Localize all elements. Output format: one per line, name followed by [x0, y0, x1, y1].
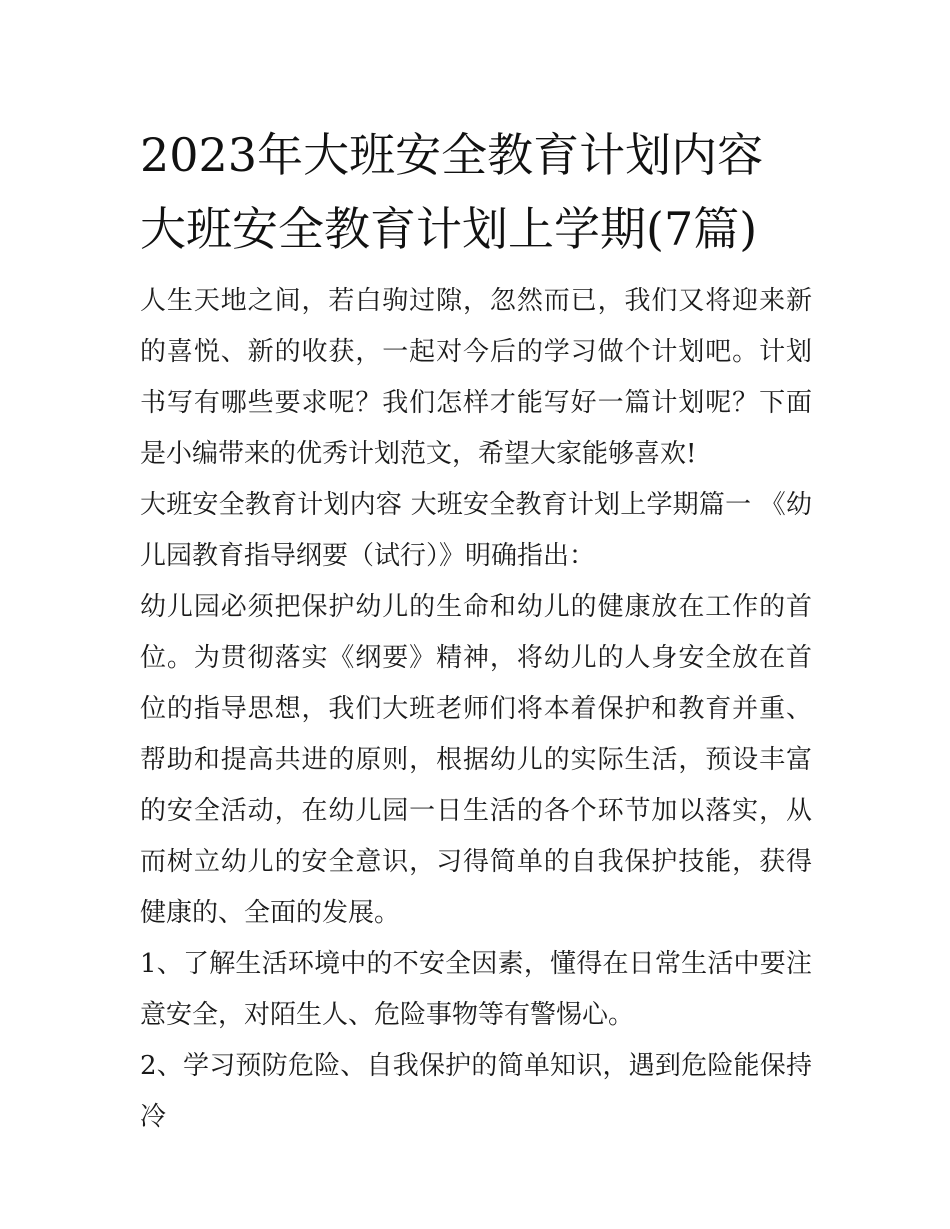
intro-paragraph: 人生天地之间，若白驹过隙，忽然而已，我们又将迎来新的喜悦、新的收获，一起对今后的学习做个计划吧。计划书写有哪些要求呢？我们怎样才能写好一篇计划呢？下面是小编带来的优秀计划范文，希望大家能够喜欢!: [140, 286, 812, 469]
list-item-2: 2、学习预防危险、自我保护的简单知识，遇到危险能保持冷: [140, 1051, 812, 1132]
body-paragraph: 幼儿园必须把保护幼儿的生命和幼儿的健康放在工作的首位。为贯彻落实《纲要》精神，将幼儿的人身安全放在首位的指导思想，我们大班老师们将本着保护和教育并重、帮助和提高共进的原则，根据幼儿的实际生活，预设丰富的安全活动，在幼儿园一日生活的各个环节加以落实，从而树立幼儿的安全意识，习得简单的自我保护技能，获得健康的、全面的发展。: [140, 592, 812, 928]
document-title: 2023年大班安全教育计划内容 大班安全教育计划上学期(7篇): [140, 128, 764, 256]
section-heading-paragraph: 大班安全教育计划内容 大班安全教育计划上学期篇一 《幼儿园教育指导纲要（试行）》明确指出：: [140, 490, 812, 571]
document-body: [140, 118, 812, 1143]
list-item-1: 1、了解生活环境中的不安全因素，懂得在日常生活中要注意安全，对陌生人、危险事物等有警惕心。: [140, 949, 812, 1030]
